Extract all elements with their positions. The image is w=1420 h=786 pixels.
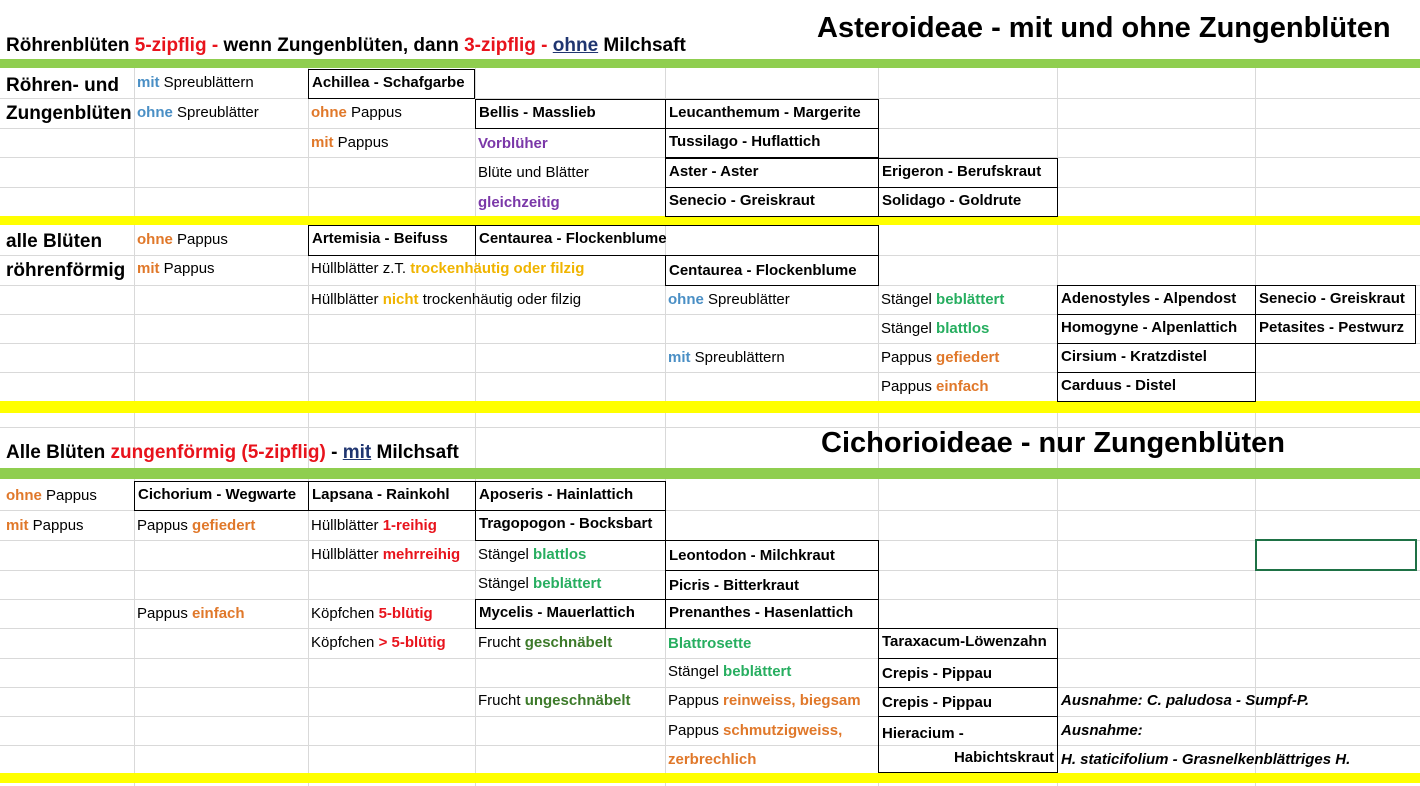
genus-leucanthemum: Leucanthemum - Margerite	[665, 99, 879, 129]
row-frucht-ungeschnaebelt: Frucht ungeschnäbelt	[478, 692, 631, 709]
row-mit-pappus: mit Pappus	[311, 134, 389, 151]
genus-leontodon: Leontodon - Milchkraut	[665, 540, 879, 571]
row-pappus-einfach-3: Pappus einfach	[137, 605, 245, 622]
selected-cell[interactable]	[1255, 539, 1417, 571]
row-pappus-einfach: Pappus einfach	[881, 378, 989, 395]
row-staengel-blattlos-3: Stängel blattlos	[478, 546, 587, 563]
row-mit-pappus-3: mit Pappus	[6, 517, 84, 534]
genus-senecio-2: Senecio - Greiskraut	[1255, 285, 1416, 315]
note-ausnahme-2: Ausnahme:	[1061, 722, 1143, 739]
genus-lapsana: Lapsana - Rainkohl	[308, 481, 476, 511]
label-bluete-blaetter: Blüte und Blätter	[478, 164, 589, 181]
row-ohne-pappus-3: ohne Pappus	[6, 487, 97, 504]
genus-taraxacum: Taraxacum-Löwenzahn	[878, 628, 1058, 659]
row-staengel-beblaettert-3: Stängel beblättert	[478, 575, 602, 592]
genus-aster: Aster - Aster	[665, 158, 879, 188]
genus-hieracium: Hieracium - Habichtskraut	[878, 716, 1058, 773]
label-zerbrechlich: zerbrechlich	[668, 751, 757, 768]
genus-erigeron: Erigeron - Berufskraut	[878, 158, 1058, 188]
row-huellblaetter-mehrreihig: Hüllblätter mehrreihig	[311, 546, 461, 563]
row-pappus-gefiedert-3: Pappus gefiedert	[137, 517, 256, 534]
row-pappus-schmutzigweiss: Pappus schmutzigweiss,	[668, 722, 843, 739]
genus-bellis: Bellis - Masslieb	[475, 99, 666, 129]
title-cichorioideae: Cichorioideae - nur Zungenblüten	[821, 427, 1285, 459]
genus-solidago: Solidago - Goldrute	[878, 187, 1058, 217]
header-asteroideae: Röhrenblüten 5-zipflig - wenn Zungenblüten, dann 3-zipflig - ohne Milchsaft	[6, 35, 686, 56]
genus-achillea: Achillea - Schafgarbe	[308, 69, 475, 99]
genus-adenostyles: Adenostyles - Alpendost	[1057, 285, 1256, 315]
row-ohne-pappus-2: ohne Pappus	[137, 231, 228, 248]
genus-prenanthes: Prenanthes - Hasenlattich	[665, 599, 879, 629]
genus-centaurea-1: Centaurea - Flockenblume	[475, 225, 879, 256]
row-pappus-gefiedert: Pappus gefiedert	[881, 349, 1000, 366]
row-mit-pappus-2: mit Pappus	[137, 260, 215, 277]
row-huellblaetter-nicht: Hüllblätter nicht trockenhäutig oder filzig	[311, 291, 582, 308]
row-mit-spreublaettern-2: mit Spreublättern	[668, 349, 785, 366]
row-koepfchen-5: Köpfchen 5-blütig	[311, 605, 433, 622]
genus-mycelis: Mycelis - Mauerlattich	[475, 599, 666, 629]
yellow-band-1	[0, 216, 1420, 225]
row-frucht-geschnaebelt: Frucht geschnäbelt	[478, 634, 613, 651]
genus-aposeris: Aposeris - Hainlattich	[475, 481, 666, 511]
title-asteroideae: Asteroideae - mit und ohne Zungenblüten	[817, 12, 1391, 44]
label-alle-roehrenfoermig: alle Blüten röhrenförmig	[6, 231, 126, 281]
genus-crepis-1: Crepis - Pippau	[878, 658, 1058, 688]
genus-crepis-2: Crepis - Pippau	[878, 687, 1058, 717]
row-staengel-beblaettert-4: Stängel beblättert	[668, 663, 792, 680]
note-ausnahme-3: H. staticifolium - Grasnelkenblättriges H.	[1061, 751, 1351, 768]
row-ohne-spreublaetter-2: ohne Spreublätter	[668, 291, 790, 308]
green-band-top	[0, 59, 1420, 68]
header-cichorioideae: Alle Blüten zungenförmig (5-zipflig) - mit Milchsaft	[6, 442, 459, 463]
yellow-band-3	[0, 773, 1420, 783]
genus-homogyne: Homogyne - Alpenlattich	[1057, 314, 1256, 344]
genus-petasites: Petasites - Pestwurz	[1255, 314, 1416, 344]
yellow-band-2	[0, 401, 1420, 413]
label-vorbluher: Vorblüher	[478, 135, 548, 152]
genus-tussilago: Tussilago - Huflattich	[665, 128, 879, 158]
genus-picris: Picris - Bitterkraut	[665, 570, 879, 600]
note-ausnahme-1: Ausnahme: C. paludosa - Sumpf-P.	[1061, 692, 1310, 709]
row-mit-spreublaettern: mit Spreublättern	[137, 74, 254, 91]
label-blattrosette: Blattrosette	[668, 635, 752, 652]
row-koepfchen-gt5: Köpfchen > 5-blütig	[311, 634, 446, 651]
genus-artemisia: Artemisia - Beifuss	[308, 225, 476, 256]
genus-centaurea-2: Centaurea - Flockenblume	[665, 255, 879, 286]
genus-carduus: Carduus - Distel	[1057, 372, 1256, 402]
row-huellblaetter-1reihig: Hüllblätter 1-reihig	[311, 517, 437, 534]
genus-cichorium: Cichorium - Wegwarte	[134, 481, 309, 511]
green-band-bottom	[0, 468, 1420, 479]
label-roehren-zungen: Röhren- und Zungenblüten	[6, 75, 132, 124]
row-staengel-beblaettert: Stängel beblättert	[881, 291, 1005, 308]
row-huellblaetter-trocken: Hüllblätter z.T. trockenhäutig oder filzig	[311, 260, 585, 277]
genus-senecio: Senecio - Greiskraut	[665, 187, 879, 217]
row-ohne-spreublaetter: ohne Spreublätter	[137, 104, 259, 121]
row-pappus-reinweiss: Pappus reinweiss, biegsam	[668, 692, 861, 709]
genus-cirsium: Cirsium - Kratzdistel	[1057, 343, 1256, 373]
row-staengel-blattlos: Stängel blattlos	[881, 320, 990, 337]
row-ohne-pappus: ohne Pappus	[311, 104, 402, 121]
genus-tragopogon: Tragopogon - Bocksbart	[475, 510, 666, 541]
label-gleichzeitig: gleichzeitig	[478, 194, 560, 211]
